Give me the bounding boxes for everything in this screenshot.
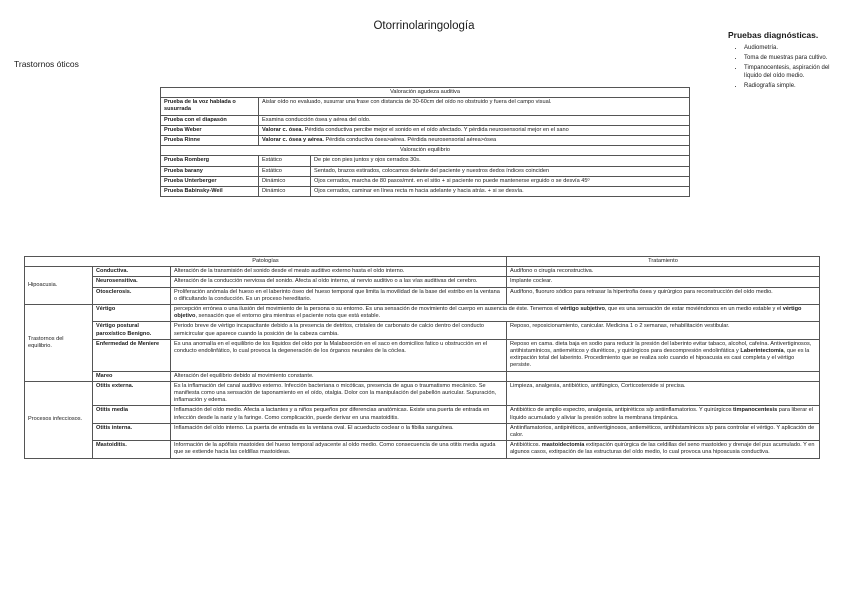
test-desc: Ojos cerrados, caminar en línea recta m hacia adelante y hacia atrás. + si se desvía.: [311, 187, 690, 197]
test-desc: De pie con pies juntos y ojos cerrados 30s.: [311, 156, 690, 166]
pathology-desc: Es la inflamación del canal auditivo externo. Infección bacteriana o micóticas, presencia de agua o traumatismo mecánico. Se manifiesta como una sensación de taponamiento en el oído, otalgia. Dolor con la manipulación del pabellón auricular. Supuración, inflamación y edema.: [171, 381, 507, 406]
table-row: [161, 176, 690, 186]
pathology-desc: Alteración de la conducción nerviosa del sonido. Afecta al oído interno, al nervio auditivo o a las vías auditivas del cerebro.: [171, 277, 507, 287]
pathology-desc: Información de la apófisis mastoides del hueso temporal adyacente al oído medio. Como consecuencia de una otitis media aguda que se extiende hacia las celdillas mastoideas.: [171, 441, 507, 458]
pathology-desc: Alteración de la transmisión del sonido desde el meato auditivo externo hasta el oído interno.: [171, 267, 507, 277]
pathology-name: Mastoiditis.: [93, 441, 171, 458]
table-row: [161, 166, 690, 176]
treat-text: Antibióticos.: [510, 442, 542, 449]
pathology-treatment: Limpieza, analgesia, antibiótico, antifúngico, Corticosteroide si precisa.: [507, 381, 820, 406]
table-row: [161, 156, 690, 166]
diagnostic-tests-panel: [728, 30, 838, 92]
table-row: [25, 441, 820, 458]
table-row: [25, 381, 820, 406]
table-row: [25, 305, 820, 322]
test-desc: Aislar oído no evaluado, susurrar una frase con distancia de 30-60cm del oído no obstruido y fuera del campo visual.: [259, 98, 690, 115]
pathology-name: Conductiva.: [93, 267, 171, 277]
table-row: [161, 125, 690, 135]
table-row: [25, 406, 820, 423]
test-lead: Valorar c. ósea.: [262, 126, 304, 133]
pathology-treatment: Reposo, reposicionamiento, canicular. Medicina 1 o 2 semanas, rehabilitación vestibular.: [507, 322, 820, 339]
table-row: [161, 136, 690, 146]
test-name: Prueba Weber: [161, 125, 259, 135]
diagnostic-tests-heading: Pruebas diagnósticas.: [728, 30, 819, 40]
table-row: [25, 423, 820, 440]
treat-text: , que es la extirpación total del laberinto. Procedimiento que se realiza solo cuando el hipoacusia es casi completa y el vértigo persiste.: [510, 348, 810, 369]
pathology-name: Vértigo postural paroxístico Benigno.: [93, 322, 171, 339]
pathology-desc: Alteración del equilibrio debido al movimiento constante.: [171, 371, 507, 381]
group-name: Procesos infecciosos.: [25, 381, 93, 458]
pathology-treatment: [507, 371, 820, 381]
list-item: • Radiografía simple.: [744, 82, 838, 90]
col-pathologies: Patologías: [25, 257, 507, 267]
pathology-treatment: Audífono, fluoruro sódico para retrasar la hipertrofia ósea y quirúrgico para reconstrucción del oído medio.: [507, 287, 820, 304]
col-treatment: Tratamiento: [507, 257, 820, 267]
test-desc-text: Pérdida conductiva ósea>aérea. Pérdida neurosensorial aérea>ósea: [323, 137, 497, 144]
page-title: Otorrinolaringología: [373, 20, 475, 32]
test-name: Prueba con el diapasón: [161, 115, 259, 125]
treat-text: Antibiótico de amplio espectro, analgesia, antipiréticos s/p antiinflamatorios. Y quirúrgicos: [510, 407, 734, 414]
treat-bold: mastoidectomía: [541, 442, 585, 449]
pathology-name: Otitis externa.: [93, 381, 171, 406]
test-name: Prueba de la voz hablada o susurrada: [161, 98, 259, 115]
desc-text: percepción errónea o una ilusión del movimiento de la persona o su entorno. Es una sensación de movimiento del cuerpo en ausencia de éste. Tenemos el: [174, 306, 561, 313]
desc-bold: vértigo objetivo: [174, 306, 802, 320]
table-row: [25, 322, 820, 339]
auditory-header: Valoración agudeza auditiva: [161, 88, 690, 98]
pathology-desc: Proliferación anómala del hueso en el laberinto óseo del hueso temporal que limita la movilidad de la base del estribo en la ventana o dificultando la conducción. Es un proceso hereditario.: [171, 287, 507, 304]
table-row: [25, 371, 820, 381]
pathology-name: Otosclerosis.: [93, 287, 171, 304]
test-desc: Ojos cerrados, marcha de 80 pasos/mnt. en el sitio + si paciente no puede mantenerse erguido o se desvía 45º: [311, 176, 690, 186]
group-name: Hipoacusia.: [25, 267, 93, 305]
test-desc: Examina conducción ósea y aérea del oído.: [259, 115, 690, 125]
list-item: • Timpanocentesis, aspiración del líquido del oído medio.: [744, 64, 838, 80]
table-row: [25, 277, 820, 287]
list-item: • Toma de muestras para cultivo.: [744, 54, 838, 62]
pathology-treatment: [507, 441, 820, 458]
pathology-name: Vértigo: [93, 305, 171, 322]
pathology-name: Mareo: [93, 371, 171, 381]
treat-text: para liberar el líquido acumulado y aliviar la presión sobre la membrana timpánica.: [510, 407, 813, 421]
desc-text: , sensación que el entorno gira mientras el paciente nota que está estable.: [195, 313, 381, 320]
pathology-treatment: Implante coclear.: [507, 277, 820, 287]
diagnostic-tests-list: [728, 44, 838, 90]
table-row: [161, 187, 690, 197]
pathologies-table: [24, 256, 820, 459]
pathology-treatment: Audífono o cirugía reconstructiva.: [507, 267, 820, 277]
test-name: Prueba barany: [161, 166, 259, 176]
group-name: Trastornos del equilibrio.: [25, 305, 93, 382]
table-row: [161, 115, 690, 125]
test-desc-text: Pérdida conductiva percibe mejor el sonido en el oído afectado. Y pérdida neurosensorial mejor en el sano: [303, 126, 569, 133]
table-row: [25, 339, 820, 371]
test-type: Dinámico: [259, 176, 311, 186]
pathology-name: Neurosensitiva.: [93, 277, 171, 287]
test-desc: [259, 125, 690, 135]
list-item: • Audiometría.: [744, 44, 838, 52]
pathology-desc: Periodo breve de vértigo incapacitante debido a la presencia de detritos, cristales de carbonato de calcio dentro del conducto semicircular que aparece cuando la posición de la cabeza cambia.: [171, 322, 507, 339]
section-title: Trastornos óticos: [14, 59, 79, 69]
test-desc: Sentado, brazos estirados, colocamos delante del paciente y nuestros dedos índices coinciden: [311, 166, 690, 176]
pathology-desc: Es una anomalía en el equilibrio de los líquidos del oído por la Malabsorción en el saco en domicilios fatico u obstrucción en el conducto endolinfático, lo cual provoca la degeneración de los órganos neurales de la cóclea.: [171, 339, 507, 371]
treat-text: Reposo en cama. dieta baja en sodio para reducir la presión del laberinto evitar tabaco, alcohol, cafeína. Antivertiginosos, antihistamínicos, antieméticos y diuréticos, y quirúrgicos para descompresión endolinfática y: [510, 340, 812, 355]
test-type: Dinámico: [259, 187, 311, 197]
evaluation-table: [160, 87, 690, 197]
test-name: Prueba Rinne: [161, 136, 259, 146]
table-row: [25, 267, 820, 277]
desc-bold: vértigo subjetivo: [560, 306, 605, 313]
pathology-desc: Inflamación del oído interno. La puerta de entrada es la ventana oval. El acueducto coclear o la fibilia sanguínea.: [171, 423, 507, 440]
desc-text: , que es una sensación de estar moviéndonos en un medio estable y el: [604, 306, 783, 313]
pathology-treatment: [507, 406, 820, 423]
treat-text: extirpación quirúrgica de las celdillas del seno mastoideo y drenaje del pus acumulado. Y en algunos casos, extirpación de las estructuras del oído medio, lo cual provoca una hipoacusia conductiva.: [510, 442, 815, 456]
treat-bold: Laberintectomía: [740, 348, 784, 355]
treat-bold: timpanocentesis: [733, 407, 778, 414]
test-lead: Valorar c. ósea y aérea.: [262, 137, 324, 144]
table-row: [25, 287, 820, 304]
pathology-name: Otitis interna.: [93, 423, 171, 440]
test-name: Prueba Unterberger: [161, 176, 259, 186]
pathology-name: Otitis media: [93, 406, 171, 423]
pathology-desc: Inflamación del oído medio. Afecta a lactantes y a niños pequeños por diferencias anatómicas. Existe una puerta de entrada en infección desde la nariz y la faringe. Como complicación, puede derivar en una mastoiditis.: [171, 406, 507, 423]
test-type: Estático: [259, 156, 311, 166]
pathology-name: Enfermedad de Meniere: [93, 339, 171, 371]
test-desc: [259, 136, 690, 146]
table-row: [161, 98, 690, 115]
pathology-treatment: Antiinflamatorios, antipiréticos, antivertiginosos, antieméticos, antihistamínicos s/p para controlar el vértigo. Y aplicación de calor.: [507, 423, 820, 440]
test-name: Prueba Babinsky-Weil: [161, 187, 259, 197]
pathology-desc: [171, 305, 820, 322]
test-type: Estático: [259, 166, 311, 176]
test-name: Prueba Romberg: [161, 156, 259, 166]
balance-header: Valoración equilibrio: [161, 146, 690, 156]
pathology-treatment: [507, 339, 820, 371]
